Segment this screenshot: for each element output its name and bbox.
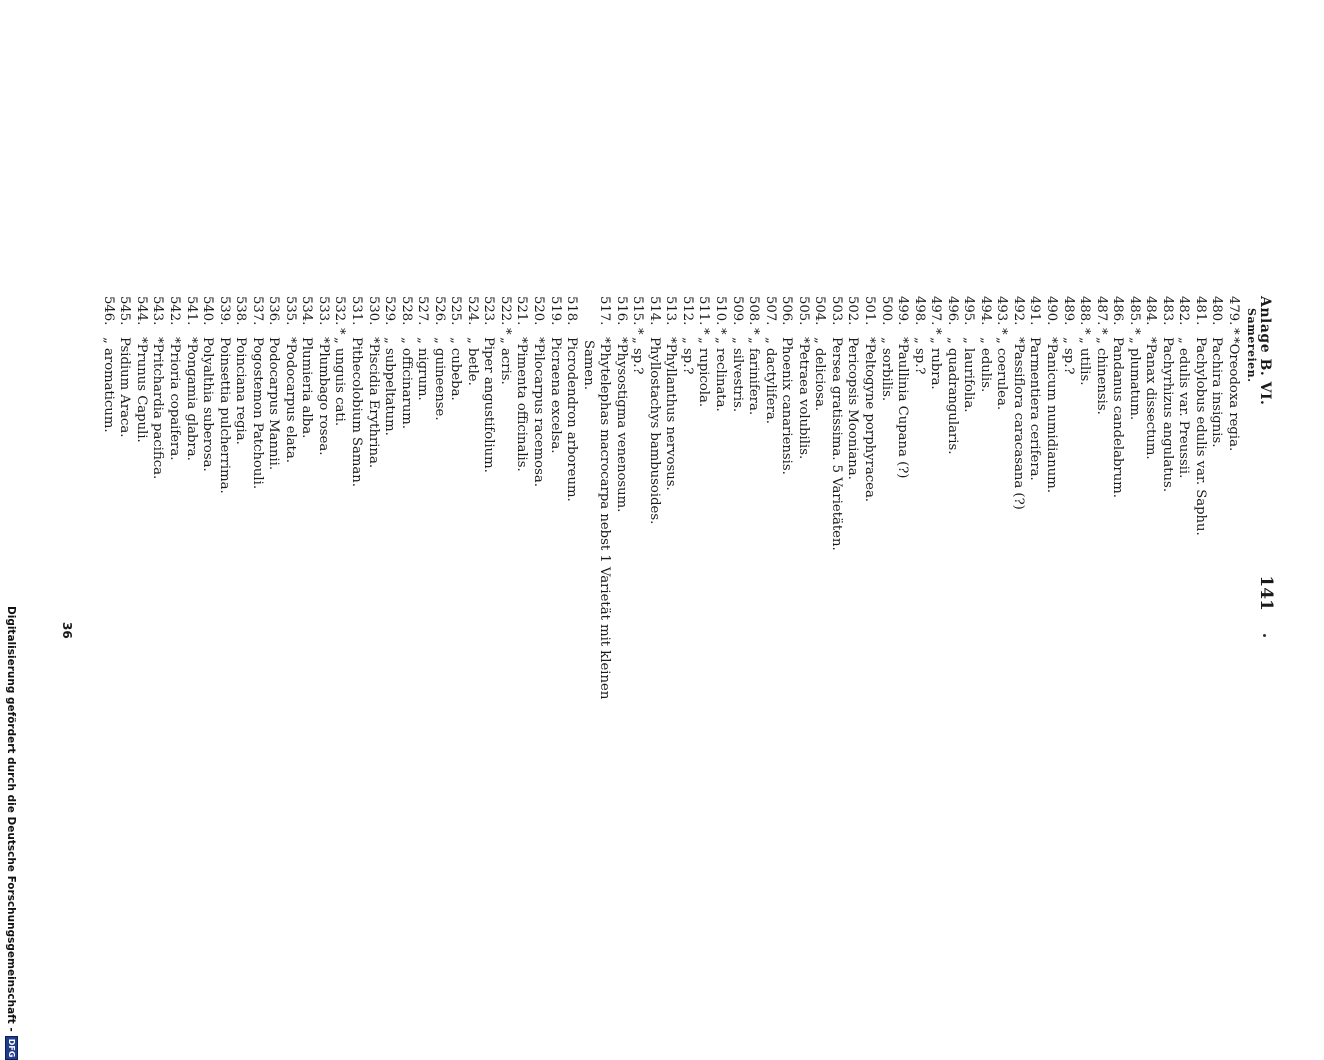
list-item [1125, 296, 1142, 936]
entry-number: 501. [861, 296, 877, 326]
entry-number: 518. [564, 296, 580, 326]
list-item [960, 296, 977, 936]
list-item [860, 296, 877, 936]
list-item [496, 296, 513, 936]
list-item [314, 296, 331, 936]
entry-number: 526. [431, 296, 447, 326]
list-item [248, 296, 265, 936]
entry-name: „ plumatum. [1126, 337, 1142, 421]
entry-number: 480. [1209, 296, 1225, 326]
entry-star [662, 328, 679, 337]
entry-star [480, 328, 497, 337]
entry-number: 504. [812, 296, 828, 326]
entry-number: 514. [646, 296, 662, 326]
entry-name: Plumieria alba. [299, 337, 315, 439]
entry-star [1059, 328, 1076, 337]
list-item [728, 296, 745, 936]
entry-number: 523. [481, 296, 497, 326]
entry-name: „ quadrangularis. [944, 337, 960, 455]
entry-star [563, 328, 580, 337]
entry-star [645, 328, 662, 337]
entry-name: Polyalthia suberosa. [200, 337, 216, 472]
entry-name: *Phyllanthus nervosus. [663, 337, 679, 491]
entry-star [1109, 328, 1126, 337]
entry-name: *Physostigma venenosum. [613, 337, 629, 513]
list-item [331, 296, 348, 936]
list-item [612, 296, 629, 936]
list-item [827, 296, 844, 936]
list-item [414, 296, 431, 936]
entry-star [165, 328, 182, 337]
list-item [265, 296, 282, 936]
list-item [347, 296, 364, 936]
list-item [149, 296, 166, 936]
entry-name: „ sp.? [630, 337, 646, 375]
entry-star [430, 328, 447, 337]
entry-number: 487. [1093, 296, 1109, 326]
list-item [381, 296, 398, 936]
list-item [430, 296, 447, 936]
entry-star: * [332, 328, 348, 335]
list-item [811, 296, 828, 936]
entry-number: 510. [713, 296, 729, 326]
digitization-footer [5, 606, 18, 1060]
list-item [546, 296, 563, 936]
list-item [116, 296, 133, 936]
entry-star [1191, 328, 1208, 337]
entry-name: „ rupicola. [696, 337, 712, 408]
entry-star [529, 328, 546, 337]
entry-star [1042, 328, 1059, 337]
entry-number: 530. [365, 296, 381, 326]
entry-name: „ sp.? [1060, 337, 1076, 375]
entry-name: „ guineense. [431, 337, 447, 421]
list-item [761, 296, 778, 936]
entry-name: Pithecolobium Saman. [349, 337, 365, 487]
entry-name: Pogostemon Patchouli. [249, 337, 265, 490]
entry-star [364, 328, 381, 337]
list-item [1059, 296, 1076, 936]
entry-number: 524. [464, 296, 480, 326]
entry-name: *Panicum numidianum. [1043, 337, 1059, 493]
entry-number: 500. [878, 296, 894, 326]
entry-star [827, 328, 844, 337]
entry-name: „ betle. [464, 337, 480, 386]
footer-text: Digitalisierung gefördert durch die Deutsche Forschungsgemeinschaft - [5, 606, 18, 1032]
entry-star [1158, 328, 1175, 337]
entry-name: *Prunus Capuli. [133, 337, 149, 443]
entry-star [1208, 328, 1225, 337]
list-item [877, 296, 894, 936]
entry-star [298, 328, 315, 337]
list-item [695, 296, 712, 936]
list-item [397, 296, 414, 936]
entry-name: *Pongamia glabra. [183, 337, 199, 461]
entry-number: 534. [299, 296, 315, 326]
list-item [745, 296, 762, 936]
list-item [645, 296, 662, 936]
entry-name: Poinciana regia. [233, 337, 249, 445]
list-item [364, 296, 381, 936]
page-number: 141 [1256, 575, 1276, 611]
entry-number: 488. [1077, 296, 1093, 326]
entry-number: 522. [497, 296, 513, 326]
entry-number: 540. [200, 296, 216, 326]
entry-star [414, 328, 431, 337]
entry-star [182, 328, 199, 337]
entry-list-b [99, 296, 579, 936]
entry-star [132, 328, 149, 337]
list-item [1026, 296, 1043, 936]
entry-star [877, 328, 894, 337]
entry-star: * [497, 328, 513, 335]
entry-name: „ edulis var. Preussii. [1176, 337, 1192, 479]
entry-number: 505. [795, 296, 811, 326]
entry-name: Picraena excelsa. [547, 337, 563, 454]
entry-name: „ officinarum. [398, 337, 414, 430]
list-item [1208, 296, 1225, 936]
entry-star [546, 328, 563, 337]
entry-star [778, 328, 795, 337]
entry-name: Phoenix canariensis. [779, 337, 795, 475]
entry-star [1142, 328, 1159, 337]
entry-star [910, 328, 927, 337]
entry-name: „ rubra. [928, 337, 944, 390]
list-item [844, 296, 861, 936]
list-item [1109, 296, 1126, 936]
entry-number: 509. [729, 296, 745, 326]
entry-name: *Pilocarpus racemosa. [531, 337, 547, 487]
entry-name: „ unguis cati. [332, 337, 348, 427]
list-item [165, 296, 182, 936]
entry-number: 486. [1110, 296, 1126, 326]
entry-number: 529. [382, 296, 398, 326]
entry-number: 517. [597, 296, 613, 326]
entry-number: 545. [117, 296, 133, 326]
entry-number: 492. [1010, 296, 1026, 326]
entry-name: „ chinensis. [1093, 337, 1109, 415]
entry-number: 489. [1060, 296, 1076, 326]
entry-star [397, 328, 414, 337]
list-item [712, 296, 729, 936]
entry-name: „ farinifera. [746, 337, 762, 416]
entry-name: *Piscidia Erythrina. [365, 337, 381, 469]
entry-star [314, 328, 331, 337]
entry-star [1175, 328, 1192, 337]
entry-name: „ coerulea. [994, 337, 1010, 411]
entry-star [215, 328, 232, 337]
entry-star [463, 328, 480, 337]
entry-list-a [596, 296, 1241, 936]
entry-star [447, 328, 464, 337]
entry-number: 525. [448, 296, 464, 326]
list-item [182, 296, 199, 936]
list-item [199, 296, 216, 936]
entry-number: 485. [1126, 296, 1142, 326]
entry-star [513, 328, 530, 337]
entry-name: Phyllostachys bambusoides. [646, 337, 662, 525]
entry-name: *Petraea volubilis. [795, 337, 811, 460]
list-item [1175, 296, 1192, 936]
dfg-logo-icon: DFG [5, 1036, 18, 1060]
list-item [563, 296, 580, 936]
entry-number: 541. [183, 296, 199, 326]
entry-star [612, 328, 629, 337]
entry-star: * [746, 328, 762, 335]
entry-name: „ edulis. [977, 337, 993, 393]
page-header [1258, 296, 1276, 936]
entry-name: *Oreodoxa regia. [1226, 337, 1241, 452]
list-item [281, 296, 298, 936]
entry-number: 496. [944, 296, 960, 326]
entry-name: Piper angustifolium. [481, 337, 497, 473]
entry-number: 493. [994, 296, 1010, 326]
entry-number: 511. [696, 296, 712, 326]
entry-number: 491. [1027, 296, 1043, 326]
list-item [513, 296, 530, 936]
entry-name: *Prioria copaifera. [167, 337, 182, 461]
entry-number: 495. [961, 296, 977, 326]
list-item [794, 296, 811, 936]
entry-star [678, 328, 695, 337]
entry-number: 531. [349, 296, 365, 326]
entry-name: *Pritchardia pacifica. [150, 337, 166, 480]
entry-star [960, 328, 977, 337]
entry-name: Pachira insignis. [1209, 337, 1225, 448]
entry-star: * [1126, 328, 1142, 335]
entry-star [1009, 328, 1026, 337]
entry-number: 546. [100, 296, 116, 326]
entry-star: * [1077, 328, 1093, 335]
list-item [132, 296, 149, 936]
entry-number: 533. [315, 296, 331, 326]
appendix-title: Anlage B. VI. [1257, 296, 1273, 406]
entry-star: * [994, 328, 1010, 335]
entry-name: „ sp.? [679, 337, 695, 375]
entry-star [860, 328, 877, 337]
list-item [529, 296, 546, 936]
entry-star [761, 328, 778, 337]
entry-number: 538. [233, 296, 249, 326]
entry-star: * [1093, 328, 1109, 335]
list-item [943, 296, 960, 936]
entry-star [248, 328, 265, 337]
entry-name: „ reclinata. [713, 337, 729, 412]
entry-name: Picrodendron arboreum. [564, 337, 580, 502]
entry-name: „ aromaticum. [100, 337, 116, 433]
entry-name: Podocarpus Mannii. [266, 337, 282, 471]
entry-name: „ utilis. [1077, 337, 1093, 386]
entry-star [232, 328, 249, 337]
entry-name: „ sp.? [911, 337, 927, 375]
entry-number: 481. [1192, 296, 1208, 326]
entry-number: 519. [547, 296, 563, 326]
entry-star [116, 328, 133, 337]
list-item [629, 296, 646, 936]
list-item [1224, 296, 1241, 936]
entry-star [943, 328, 960, 337]
entry-name: „ subpeltatum. [382, 337, 398, 436]
entry-number: 513. [663, 296, 679, 326]
entry-number: 516. [613, 296, 629, 326]
entry-star [794, 328, 811, 337]
entry-name: „ silvestris. [729, 337, 745, 413]
list-item [447, 296, 464, 936]
entry-name: *Passiflora caracasana (?) [1010, 337, 1026, 510]
entry-star [844, 328, 861, 337]
list-item [993, 296, 1010, 936]
list-item [678, 296, 695, 936]
side-page-number: 36 [60, 622, 74, 639]
entry-number: 507. [762, 296, 778, 326]
list-item [1042, 296, 1059, 936]
entry-continuation: Samen. [580, 340, 596, 390]
entry-number: 502. [845, 296, 861, 326]
entry-star [347, 328, 364, 337]
entry-number: 483. [1159, 296, 1175, 326]
list-item [976, 296, 993, 936]
list-item [662, 296, 679, 936]
list-item [298, 296, 315, 936]
entry-number: 490. [1043, 296, 1059, 326]
entry-number: 542. [167, 296, 182, 326]
entry-star [811, 328, 828, 337]
entry-name: „ dactylifera. [762, 337, 778, 424]
entry-star [281, 328, 298, 337]
entry-name: Poinsettia pulcherrima. [216, 337, 232, 494]
entry-star [149, 328, 166, 337]
entry-name: Parmentiera cerifera. [1027, 337, 1043, 481]
entry-name: Persea gratissima. 5 Varietäten. [828, 337, 844, 551]
entry-number: 494. [977, 296, 993, 326]
entry-star: * [1226, 328, 1241, 335]
entry-number: 506. [779, 296, 795, 326]
list-item [927, 296, 944, 936]
entry-number: 535. [282, 296, 298, 326]
entry-number: 544. [133, 296, 149, 326]
entry-number: 508. [746, 296, 762, 326]
entry-star [596, 328, 613, 337]
list-item [1076, 296, 1093, 936]
entry-name: *Phytelephas macrocarpa nebst 1 Varietät mit kleinen [597, 337, 613, 700]
entry-name: Pericopsis Mooniana. [845, 337, 861, 480]
entry-number: 482. [1176, 296, 1192, 326]
entry-name: „ sorbilis. [878, 337, 894, 402]
entry-star: * [696, 328, 712, 335]
entry-name: „ nigrum. [415, 337, 431, 401]
ink-dot [1263, 634, 1266, 637]
entry-number: 484. [1143, 296, 1159, 326]
entry-name: Pachyrhizus angulatus. [1159, 337, 1175, 493]
entry-number: 532. [332, 296, 348, 326]
entry-number: 503. [828, 296, 844, 326]
entry-name: „ laurifolia. [961, 337, 977, 413]
entry-name: *Podocarpus elata. [282, 337, 298, 463]
entry-name: *Pimenta officinalis. [514, 337, 530, 472]
list-item [99, 296, 116, 936]
list-item [1191, 296, 1208, 936]
list-item [596, 296, 613, 936]
list-item [215, 296, 232, 936]
entry-number: 497. [928, 296, 944, 326]
entry-number: 528. [398, 296, 414, 326]
entry-number: 479. [1226, 296, 1241, 326]
entry-number: 527. [415, 296, 431, 326]
list-item [232, 296, 249, 936]
entry-name: „ deliciosa. [812, 337, 828, 412]
entry-number: 537. [249, 296, 265, 326]
list-item [1009, 296, 1026, 936]
entry-name: „ cubeba. [448, 337, 464, 401]
list-item [778, 296, 795, 936]
entry-name: *Panax dissectum. [1143, 337, 1159, 460]
list-item [1158, 296, 1175, 936]
list-item [894, 296, 911, 936]
list-item [1142, 296, 1159, 936]
entry-number: 499. [895, 296, 911, 326]
entry-star [265, 328, 282, 337]
entry-number: 512. [679, 296, 695, 326]
list-item [480, 296, 497, 936]
entry-number: 536. [266, 296, 282, 326]
list-item [910, 296, 927, 936]
entry-number: 539. [216, 296, 232, 326]
entry-name: Psidium Araca. [117, 337, 133, 438]
entry-number: 521. [514, 296, 530, 326]
entry-star: * [630, 328, 646, 335]
entry-star [199, 328, 216, 337]
entry-star: * [928, 328, 944, 335]
list-item [1092, 296, 1109, 936]
entry-name: *Plumbago rosea. [315, 337, 331, 456]
entry-name: „ acris. [497, 337, 513, 385]
entry-star [894, 328, 911, 337]
entry-star [728, 328, 745, 337]
entry-star [99, 328, 116, 337]
entry-name: *Peltogyne porphyracea. [861, 337, 877, 502]
entry-number: 520. [531, 296, 547, 326]
list-item [463, 296, 480, 936]
entry-name: Pandanus candelabrum. [1110, 337, 1126, 498]
entry-number: 543. [150, 296, 166, 326]
entry-star: * [713, 328, 729, 335]
entry-number: 515. [630, 296, 646, 326]
entry-star [1026, 328, 1043, 337]
entry-name: Pachylobus edulis var. Saphu. [1192, 337, 1208, 536]
entry-star [976, 328, 993, 337]
entry-star [381, 328, 398, 337]
rotated-text-block [99, 296, 1276, 936]
entry-name: *Paullinia Cupana (?) [895, 337, 911, 479]
entry-number: 498. [911, 296, 927, 326]
section-subtitle: Samereien. [1245, 308, 1258, 383]
